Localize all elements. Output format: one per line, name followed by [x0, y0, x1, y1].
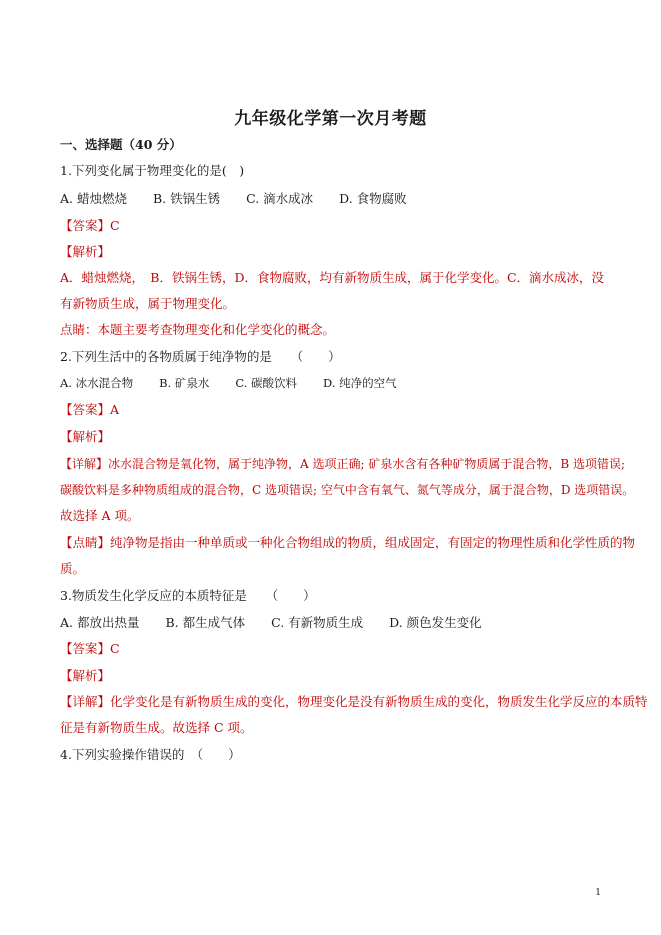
- q3-option-b: B. 都生成气体: [165, 615, 246, 630]
- question-2-options: [60, 374, 601, 392]
- q2-tip-line-2: 质。: [60, 561, 86, 576]
- q1-answer: 【答案】C: [60, 218, 120, 233]
- q3-answer: 【答案】C: [60, 641, 120, 656]
- q3-detail-line-2: 征是有新物质生成。故选择 C 项。: [60, 720, 253, 735]
- question-3-options: [60, 614, 601, 632]
- page-number: 1: [595, 888, 601, 898]
- question-1-stem: 1.下列变化属于物理变化的是( ): [60, 163, 245, 178]
- question-1-options: [60, 190, 601, 208]
- q2-option-d: D. 纯净的空气: [323, 376, 397, 390]
- q2-analysis-label: 【解析】: [60, 429, 111, 444]
- question-2-stem: 2.下列生活中的各物质属于纯净物的是 （ ）: [60, 349, 341, 364]
- question-4-stem: 4.下列实验操作错误的 （ ）: [60, 747, 241, 762]
- q3-option-a: A. 都放出热量: [60, 615, 140, 630]
- q3-option-c: C. 有新物质生成: [271, 615, 364, 630]
- q2-detail-line-1: 【详解】冰水混合物是氧化物，属于纯净物，A 选项正确; 矿泉水含有各种矿物质属于混合物，B 选项错误;: [60, 457, 626, 471]
- q2-detail-line-3: 故选择 A 项。: [60, 508, 140, 523]
- q3-analysis-label: 【解析】: [60, 668, 111, 683]
- q1-option-b: B. 铁锅生锈: [152, 191, 221, 206]
- q1-option-a: A. 蜡烛燃烧: [60, 191, 127, 206]
- q2-option-c: C. 碳酸饮料: [235, 376, 298, 390]
- q1-option-c: C. 滴水成冰: [246, 191, 314, 206]
- q2-tip-line-1: 【点睛】纯净物是指由一种单质或一种化合物组成的物质，组成固定，有固定的物理性质和化学性质的物: [60, 535, 636, 550]
- q2-detail-line-2: 碳酸饮料是多种物质组成的混合物，C 选项错误; 空气中含有氧气、氮气等成分，属于混合物，D 选项错误。: [60, 483, 635, 497]
- q1-analysis-line-1: A．蜡烛燃烧， B．铁锅生锈，D．食物腐败，均有新物质生成，属于化学变化。C．滴水成冰，没: [60, 270, 605, 285]
- q2-answer: 【答案】A: [60, 402, 120, 417]
- q3-option-d: D. 颜色发生变化: [389, 615, 482, 630]
- q1-analysis-line-2: 有新物质生成，属于物理变化。: [60, 296, 236, 311]
- q2-option-a: A. 冰水混合物: [60, 376, 134, 390]
- page-title: 九年级化学第一次月考题: [234, 109, 427, 129]
- q2-option-b: B. 矿泉水: [159, 376, 210, 390]
- q1-analysis-label: 【解析】: [60, 244, 111, 259]
- section-heading: 一、选择题（40 分）: [60, 137, 182, 152]
- q1-tip: 点睛：本题主要考查物理变化和化学变化的概念。: [60, 322, 336, 337]
- question-3-stem: 3.物质发生化学反应的本质特征是 （ ）: [60, 588, 316, 603]
- q1-option-d: D. 食物腐败: [339, 191, 407, 206]
- q3-detail-line-1: 【详解】化学变化是有新物质生成的变化，物理变化是没有新物质生成的变化，物质发生化学反应的本质特: [60, 694, 648, 709]
